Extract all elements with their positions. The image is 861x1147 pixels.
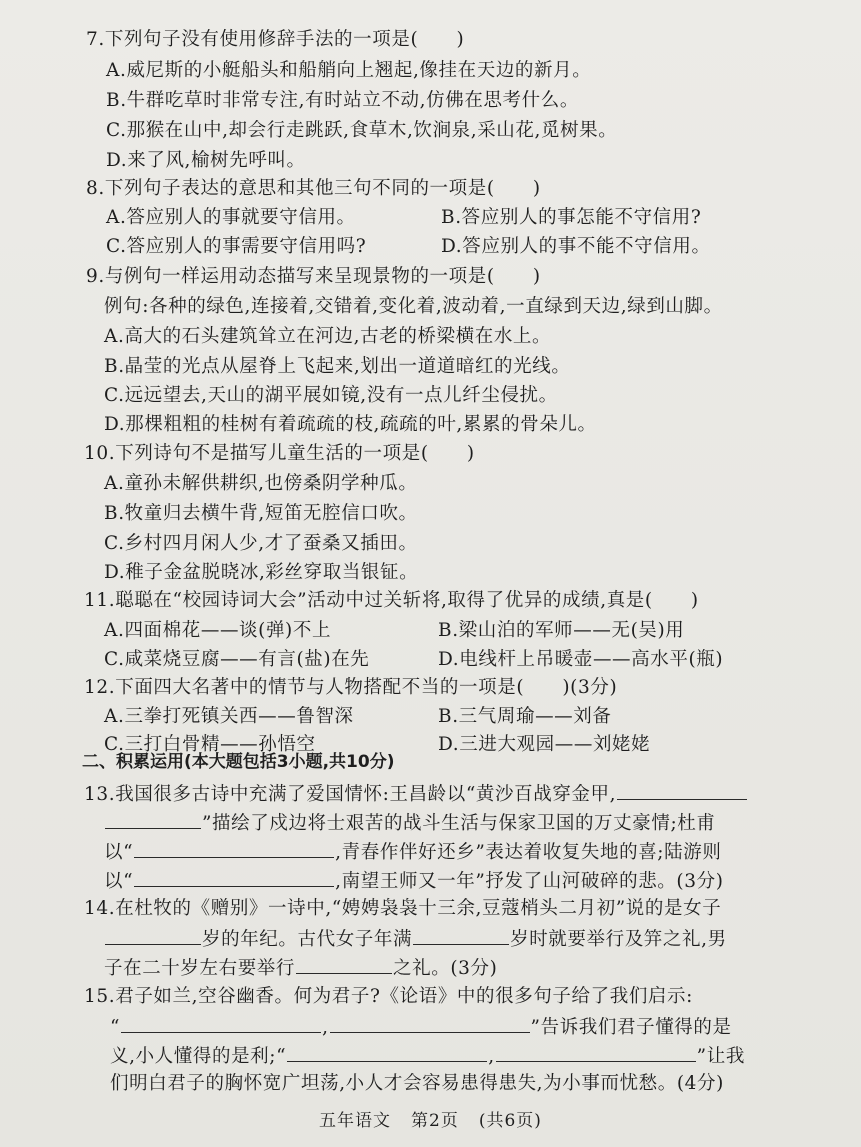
q15-blank-3[interactable] <box>287 1043 487 1062</box>
footer-subject: 五年语文 <box>319 1111 392 1131</box>
q15-line-3 <box>110 1043 745 1069</box>
q7-option-b: B.牛群吃草时非常专注,有时站立不动,仿佛在思考什么。 <box>106 90 579 111</box>
q9-option-b: B.晶莹的光点从屋脊上飞起来,划出一道道暗红的光线。 <box>104 356 571 377</box>
q15-text-2c: ”告诉我们君子懂得的是 <box>530 1017 732 1038</box>
q15-line-2 <box>110 1014 732 1040</box>
q14-blank-3[interactable] <box>296 955 392 974</box>
q11-option-c: C.咸菜烧豆腐——有言(盐)在先 <box>104 649 370 670</box>
q15-text-3a: 义,小人懂得的是利;“ <box>110 1046 287 1067</box>
q14-line-2 <box>104 926 727 952</box>
q9-option-a: A.高大的石头建筑耸立在河边,古老的桥梁横在水上。 <box>104 326 552 347</box>
q10-option-c: C.乡村四月闲人少,才了蚕桑又插田。 <box>104 533 418 554</box>
q8-option-a: A.答应别人的事就要守信用。 <box>106 207 356 228</box>
q15-line-4: 们明白君子的胸怀宽广坦荡,小人才会容易患得患失,为小事而忧愁。(4分) <box>110 1073 724 1094</box>
q13-text-2: ”描绘了戍边将士艰苦的战斗生活与保家卫国的万丈豪情;杜甫 <box>202 813 716 834</box>
q14-blank-2[interactable] <box>413 926 509 945</box>
q15-blank-2[interactable] <box>330 1014 530 1033</box>
q10-stem: 10.下列诗句不是描写儿童生活的一项是( ) <box>84 443 475 464</box>
q14-line-3 <box>104 955 497 981</box>
q9-option-d: D.那棵粗粗的桂树有着疏疏的枝,疏疏的叶,累累的骨朵儿。 <box>104 414 597 435</box>
q8-option-b: B.答应别人的事怎能不守信用? <box>441 207 702 228</box>
q14-text-3a: 子在二十岁左右要举行 <box>104 958 296 979</box>
q10-option-b: B.牧童归去横牛背,短笛无腔信口吹。 <box>104 503 418 524</box>
q13-line-2 <box>104 810 716 836</box>
q15-blank-4[interactable] <box>496 1043 696 1062</box>
q14-blank-1[interactable] <box>105 926 201 945</box>
q13-text-1: 13.我国很多古诗中充满了爱国情怀:王昌龄以“黄沙百战穿金甲, <box>84 784 617 805</box>
q8-stem: 8.下列句子表达的意思和其他三句不同的一项是( ) <box>86 178 541 199</box>
q13-text-4a: 以“ <box>104 871 134 892</box>
q11-stem: 11.聪聪在“校园诗词大会”活动中过关斩将,取得了优异的成绩,真是( ) <box>84 590 699 611</box>
q11-option-b: B.梁山泊的军师——无(吴)用 <box>438 620 685 641</box>
q7-option-c: C.那猴在山中,却会行走跳跃,食草木,饮涧泉,采山花,觅树果。 <box>106 120 618 141</box>
q12-option-b: B.三气周瑜——刘备 <box>438 706 612 727</box>
q15-text-2a: “ <box>110 1017 121 1038</box>
q7-option-d: D.来了风,榆树先呼叫。 <box>106 150 306 171</box>
q15-line-1: 15.君子如兰,空谷幽香。何为君子?《论语》中的很多句子给了我们启示: <box>84 986 693 1007</box>
q7-stem: 7.下列句子没有使用修辞手法的一项是( ) <box>86 29 465 50</box>
q8-option-d: D.答应别人的事不能不守信用。 <box>441 236 711 257</box>
q15-blank-1[interactable] <box>121 1014 321 1033</box>
page-footer <box>0 1109 861 1133</box>
q13-blank-2[interactable] <box>134 839 334 858</box>
q12-option-c: C.三打白骨精——孙悟空 <box>104 734 316 755</box>
q13-blank-1[interactable] <box>617 781 747 800</box>
q13-line-3 <box>104 839 721 865</box>
q13-line-4 <box>104 868 724 894</box>
q15-text-3c: ”让我 <box>696 1046 745 1067</box>
q14-text-2b: 岁时就要举行及笄之礼,男 <box>510 929 727 950</box>
q12-option-d: D.三进大观园——刘姥姥 <box>438 734 651 755</box>
q11-option-d: D.电线杆上吊暖壶——高水平(瓶) <box>438 649 724 670</box>
q7-option-a: A.威尼斯的小艇船头和船艄向上翘起,像挂在天边的新月。 <box>106 60 592 81</box>
q9-stem: 9.与例句一样运用动态描写来呈现景物的一项是( ) <box>86 266 541 287</box>
q9-option-c: C.远远望去,天山的湖平展如镜,没有一点儿纤尘侵扰。 <box>104 385 558 406</box>
q11-option-a: A.四面棉花——谈(弹)不上 <box>104 620 332 641</box>
q9-example: 例句:各种的绿色,连接着,交错着,变化着,波动着,一直绿到天边,绿到山脚。 <box>104 296 723 317</box>
q13-text-4b: ,南望王师又一年”抒发了山河破碎的悲。(3分) <box>335 871 724 892</box>
q14-text-2a: 岁的年纪。古代女子年满 <box>202 929 413 950</box>
q13-text-3a: 以“ <box>104 842 134 863</box>
q13-blank-1b[interactable] <box>105 810 201 829</box>
q13-text-3b: ,青春作伴好还乡”表达着收复失地的喜;陆游则 <box>335 842 722 863</box>
q15-text-2b: , <box>322 1017 329 1038</box>
q13-blank-3[interactable] <box>134 868 334 887</box>
q14-line-1: 14.在杜牧的《赠别》一诗中,“娉娉袅袅十三余,豆蔻梢头二月初”说的是女子 <box>84 898 722 919</box>
q12-option-a: A.三拳打死镇关西——鲁智深 <box>104 706 354 727</box>
q10-option-a: A.童孙未解供耕织,也傍桑阴学种瓜。 <box>104 473 418 494</box>
q13-line-1 <box>84 781 748 807</box>
footer-total-pages: (共6页) <box>478 1111 542 1131</box>
q14-text-3b: 之礼。(3分) <box>393 958 498 979</box>
q15-text-3b: , <box>488 1046 495 1067</box>
q12-stem: 12.下面四大名著中的情节与人物搭配不当的一项是( )(3分) <box>84 677 618 698</box>
q8-option-c: C.答应别人的事需要守信用吗? <box>106 236 367 257</box>
section-heading-accumulation: 二、积累运用(本大题包括3小题,共10分) <box>82 752 395 772</box>
footer-page-number: 第2页 <box>411 1111 459 1131</box>
q10-option-d: D.稚子金盆脱晓冰,彩丝穿取当银钲。 <box>104 562 419 583</box>
